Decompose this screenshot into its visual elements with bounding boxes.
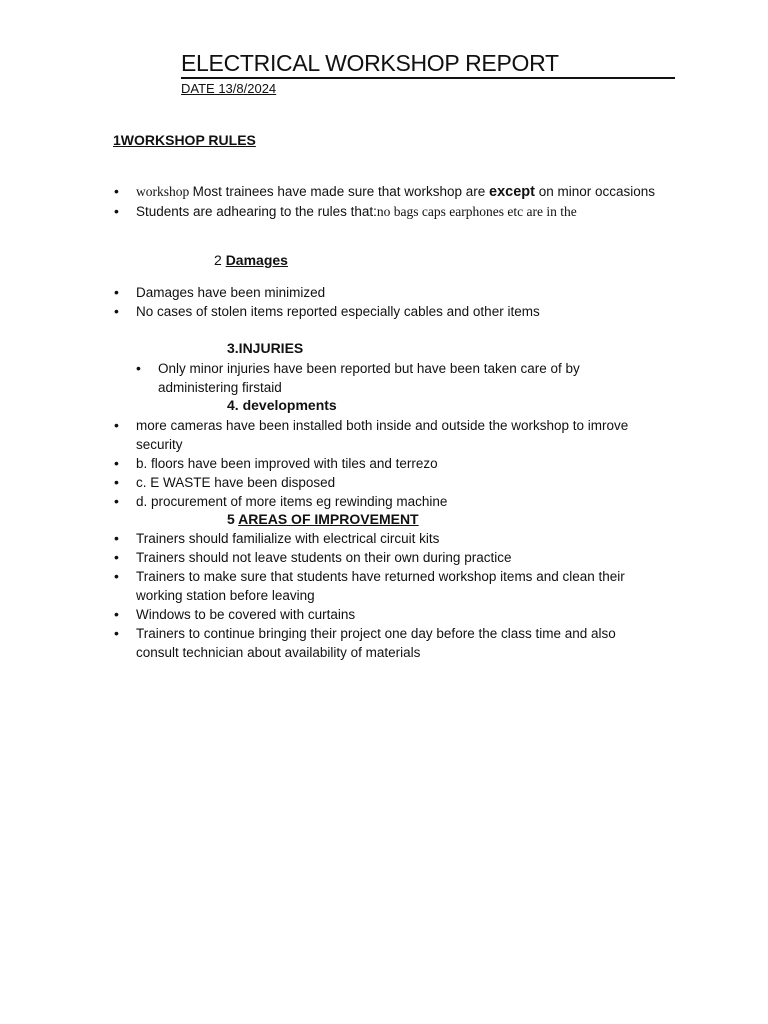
bullet-icon: • bbox=[114, 474, 119, 490]
bullet-icon: • bbox=[114, 284, 119, 300]
list-item bbox=[136, 359, 580, 397]
section-number: 2 bbox=[214, 252, 226, 268]
bullet-icon: • bbox=[114, 549, 119, 565]
list-item-text: c. E WASTE have been disposed bbox=[136, 475, 336, 490]
bullet-icon: • bbox=[114, 625, 119, 641]
list-item bbox=[114, 492, 628, 511]
list-item-text-line-1: more cameras have been installed both inside and outside the workshop to imrove bbox=[136, 418, 629, 433]
list-item-text: Trainers should not leave students on their own during practice bbox=[136, 550, 512, 565]
list-item-text-line-2: security bbox=[136, 437, 183, 452]
improvement-list bbox=[114, 529, 625, 662]
section-heading-developments: 4. developments bbox=[227, 397, 337, 413]
report-title: ELECTRICAL WORKSHOP REPORT bbox=[181, 50, 675, 79]
bullet-icon: • bbox=[114, 203, 119, 219]
list-item-text: No cases of stolen items reported especially cables and other items bbox=[136, 304, 540, 319]
bullet-icon: • bbox=[114, 183, 119, 199]
section-heading-damages bbox=[214, 252, 288, 268]
list-item-text-line-2: working station before leaving bbox=[136, 588, 315, 603]
bullet-icon: • bbox=[136, 360, 141, 376]
damages-list bbox=[114, 283, 540, 321]
section-heading-rules: 1WORKSHOP RULES bbox=[113, 132, 256, 148]
rules-list bbox=[114, 182, 656, 221]
list-item-text: Trainers should familialize with electrical circuit kits bbox=[136, 531, 440, 546]
list-item bbox=[114, 548, 625, 567]
list-item bbox=[114, 624, 625, 662]
list-item-text: Windows to be covered with curtains bbox=[136, 607, 356, 622]
section-number: 5 bbox=[227, 511, 239, 527]
list-item bbox=[114, 202, 655, 221]
list-item bbox=[114, 283, 540, 302]
list-item bbox=[114, 473, 628, 492]
rules-item-1-text: Most trainees have made sure that workshop are bbox=[192, 184, 490, 199]
list-item bbox=[114, 529, 625, 548]
injuries-list bbox=[136, 359, 580, 397]
bullet-icon: • bbox=[114, 530, 119, 546]
bullet-icon: • bbox=[114, 303, 119, 319]
list-item-text-line-1: Only minor injuries have been reported but have been taken care of by bbox=[158, 361, 580, 376]
bullet-icon: • bbox=[114, 568, 119, 584]
list-item-text: Damages have been minimized bbox=[136, 285, 326, 300]
rules-item-2-text: Students are adhearing to the rules that: bbox=[136, 204, 377, 219]
rules-item-1-emphasis: except bbox=[489, 184, 535, 200]
list-item bbox=[114, 454, 628, 473]
bullet-icon: • bbox=[114, 606, 119, 622]
rules-item-1-suffix: on minor occasions bbox=[534, 184, 656, 199]
section-heading-improvement bbox=[227, 511, 419, 527]
rules-item-1-prefix: workshop bbox=[136, 184, 193, 199]
bullet-icon: • bbox=[114, 493, 119, 509]
list-item-text-line-1: Trainers to continue bringing their project one day before the class time and also bbox=[136, 626, 616, 641]
list-item bbox=[114, 416, 629, 454]
bullet-icon: • bbox=[114, 417, 119, 433]
list-item-text-line-2: consult technician about availability of materials bbox=[136, 645, 421, 660]
section-title: Damages bbox=[225, 252, 288, 268]
list-item bbox=[114, 605, 625, 624]
developments-list bbox=[114, 416, 629, 511]
bullet-icon: • bbox=[114, 455, 119, 471]
section-title: AREAS OF IMPROVEMENT bbox=[238, 511, 419, 527]
report-date: DATE 13/8/2024 bbox=[181, 81, 277, 96]
list-item bbox=[114, 302, 540, 321]
rules-item-2-serif: no bags caps earphones etc are in the bbox=[376, 204, 577, 219]
list-item-text: b. floors have been improved with tiles and terrezo bbox=[136, 456, 438, 471]
list-item-text-line-1: Trainers to make sure that students have returned workshop items and clean their bbox=[136, 569, 625, 584]
list-item bbox=[114, 567, 625, 605]
list-item bbox=[114, 182, 656, 202]
list-item-text-line-2: administering firstaid bbox=[158, 380, 282, 395]
list-item-text: d. procurement of more items eg rewinding machine bbox=[136, 494, 448, 509]
section-heading-injuries: 3.INJURIES bbox=[227, 340, 304, 356]
